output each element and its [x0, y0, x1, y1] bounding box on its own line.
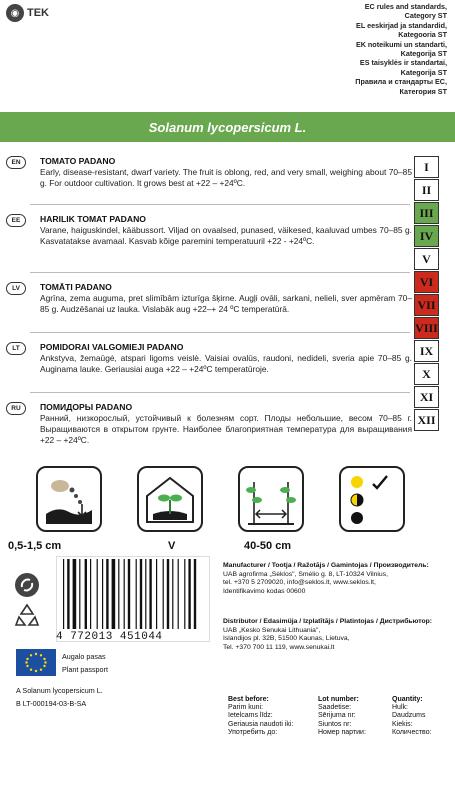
month-cell: VI [414, 271, 439, 293]
lang-badge: RU [6, 402, 26, 415]
month-cell: VII [414, 294, 439, 316]
barcode-bar [67, 559, 69, 629]
distributor-line: UAB „Kesko Senukai Lithuania", [223, 626, 321, 634]
standards-line: Категория ST [399, 86, 447, 96]
best-before-label: Best before: [228, 696, 269, 703]
lot-number-label: Lot number: [318, 696, 359, 703]
plant-passport-line2: Plant passport [62, 665, 108, 674]
quantity-label: Количество: [392, 728, 432, 736]
standards-line: Kategorija ST [400, 49, 447, 59]
standards-line: ES taisyklės ir standartai, [359, 58, 447, 68]
month-calendar [414, 156, 439, 432]
barcode-bar [194, 559, 196, 629]
best-before-label: Употребить до: [228, 728, 278, 736]
plant-spacing-icon [238, 466, 304, 532]
barcode-bar [172, 559, 173, 629]
plant-spacing-caption: 40-50 cm [244, 540, 292, 552]
sowing-depth-caption: 0,5-1,5 cm [8, 540, 62, 552]
barcode [56, 556, 210, 642]
barcode-bar [167, 559, 169, 629]
barcode-bar [149, 559, 151, 629]
lang-badge: LT [6, 342, 26, 355]
distributor-line: Tel. +370 700 11 119, www.senukai.lt [223, 643, 335, 651]
barcode-bar [136, 559, 137, 629]
standards-line: EC rules and standards, [364, 2, 447, 11]
standards-line: EK noteikumi un standarti, [355, 39, 447, 49]
manufacturer-line: Identifikavimo kodas 00600 [223, 587, 306, 595]
divider [30, 272, 410, 273]
distributor-heading: Distributor / Edasimüja / Izplatītājs / Platintojas / Дистрибьютор: [223, 618, 433, 625]
month-cell: V [414, 248, 439, 270]
standards-line: Category ST [404, 11, 447, 21]
sowing-depth-icon [36, 466, 102, 532]
lang-body: Varane, haiguskindel, kääbussort. Viljad on ovaalsed, punased, väikesed, kaaluvad umbes 70–85 g. Kasvatatakse avamaal. Kasvab kõige paremini temperatuuril +22 - +24ºC. [40, 225, 412, 246]
lang-body: Early, disease-resistant, dwarf variety. The fruit is oblong, red, and very small, weighing about 70–85 g. For outdoor cultivation. It grows best at +22 – +24ºC. [40, 167, 412, 188]
standards-line: EL eeskirjad ja standardid, [356, 20, 447, 30]
lang-title: ПОМИДОРЫ PADANO [40, 402, 133, 412]
barcode-number: 4 772013 451044 [56, 631, 163, 643]
lang-title: HARILIK TOMAT PADANO [40, 214, 146, 224]
plant-passport-line3: A Solanum lycopersicum L. [16, 686, 103, 695]
lot-number-col [318, 696, 366, 737]
barcode-bar [156, 559, 157, 629]
month-cell: XII [414, 409, 439, 431]
quantity-label: Hulk: [392, 704, 408, 712]
barcode-bar [145, 559, 146, 629]
barcode-bar [106, 559, 108, 629]
barcode-bar [163, 559, 164, 629]
barcode-bar [79, 559, 80, 629]
month-cell: XI [414, 386, 439, 408]
distributor-info [223, 618, 443, 652]
quantity-label: Quantity: [392, 696, 423, 703]
lang-body: Ранний, низкорослый, устойчивый к болезням сорт. Плоды небольшие, весом 70–85 г. Выращиваются в открытом грунте. Наиболее благоприятная температура для выращивания +22 – +24ºC. [40, 413, 412, 445]
lot-number-label: Номер партии: [318, 728, 366, 736]
brand-logo [6, 4, 49, 22]
best-before-label: Parim kuni: [228, 704, 264, 712]
standards-line: Правила и стандарты ЕС, [355, 77, 447, 87]
divider [30, 392, 410, 393]
standards-line: Kategooria ST [398, 30, 447, 40]
quantity-label: Daudzums [392, 712, 426, 720]
barcode-bar [63, 559, 64, 629]
greenhouse-caption: V [168, 540, 176, 552]
standards-line: Kategorija ST [400, 67, 447, 77]
lang-title: TOMĀTI PADANO [40, 282, 112, 292]
month-cell: X [414, 363, 439, 385]
month-cell: II [414, 179, 439, 201]
distributor-line: Islandijos pl. 32B, 51500 Kaunas, Lietuva, [223, 635, 350, 643]
cultivation-icons [8, 466, 406, 552]
barcode-bar [118, 559, 119, 629]
barcode-bar [112, 559, 116, 629]
barcode-bar [73, 559, 77, 629]
lang-title: POMIDORAI VALGOMIEJI PADANO [40, 342, 184, 352]
barcode-bar [124, 559, 125, 629]
divider [30, 332, 410, 333]
plant-passport-line1: Augalo pasas [62, 652, 106, 661]
quantity-col [392, 696, 432, 737]
month-cell: IV [414, 225, 439, 247]
barcode-bar [140, 559, 142, 629]
standards-block [297, 2, 447, 96]
recycle-icon [14, 572, 40, 603]
lang-body: Agrīna, zema auguma, pret slimībām izturīga šķirne. Augļi ovāli, sarkani, nelieli, sver apmēram 70–85 g. Audzēšanai uz lauka. Vislabāk aug +22–+ 24 ºC temperatūrā. [40, 293, 412, 314]
eu-flag-icon [16, 649, 56, 676]
lot-number-label: Siuntos nr: [318, 720, 352, 728]
species-banner: Solanum lycopersicum L. [0, 112, 455, 142]
barcode-bar [85, 559, 87, 629]
month-cell: VIII [414, 317, 439, 339]
barcode-bar [102, 559, 103, 629]
barcode-bar [97, 559, 98, 629]
best-before-label: Ietelcams līdz: [228, 712, 273, 720]
lang-badge: EN [6, 156, 26, 169]
barcode-bar [128, 559, 130, 629]
lang-badge: LV [6, 282, 26, 295]
lot-number-label: Saadetise: [318, 704, 352, 712]
lang-body: Ankstyva, žemaūgė, atspari ligoms veislė. Vaisiai ovalūs, raudoni, nedideli, sveria apie 70–85 g. Auginama lauke. Geriausiai auga +22 – +24ºC temperatūroje. [40, 353, 412, 374]
quantity-label: Kiekis: [392, 720, 413, 728]
lang-badge: EE [6, 214, 26, 227]
greenhouse-seedling-icon [137, 466, 203, 532]
manufacturer-info [223, 562, 443, 596]
lang-title: TOMATO PADANO [40, 156, 116, 166]
barcode-bar [178, 559, 179, 629]
lot-number-label: Sērijuma nr: [318, 712, 356, 720]
plant-passport-line4: B LT-000194-03-B-SA [16, 699, 87, 708]
sun-exposure-icon [339, 466, 405, 532]
manufacturer-line: UAB agrofirma „Sėklos", Smėlio g. 8, LT-10324 Vilnius, [223, 570, 388, 578]
best-before-col [228, 696, 293, 737]
barcode-bar [90, 559, 91, 629]
barcode-bar [184, 559, 185, 629]
month-cell: I [414, 156, 439, 178]
divider [30, 204, 410, 205]
month-cell: III [414, 202, 439, 224]
brand-logo-text: TEK [27, 7, 49, 19]
brand-logo-mark: ◉ [6, 4, 24, 22]
barcode-bar [188, 559, 190, 629]
manufacturer-line: tel. +370 5 2709020, info@seklos.lt, www.seklos.lt, [223, 579, 376, 587]
manufacturer-heading: Manufacturer / Tootja / Ražotājs / Gamintojas / Производитель: [223, 562, 429, 569]
best-before-label: Geriausia naudoti iki: [228, 720, 294, 728]
month-cell: IX [414, 340, 439, 362]
recycling-arrows-icon [14, 602, 40, 633]
